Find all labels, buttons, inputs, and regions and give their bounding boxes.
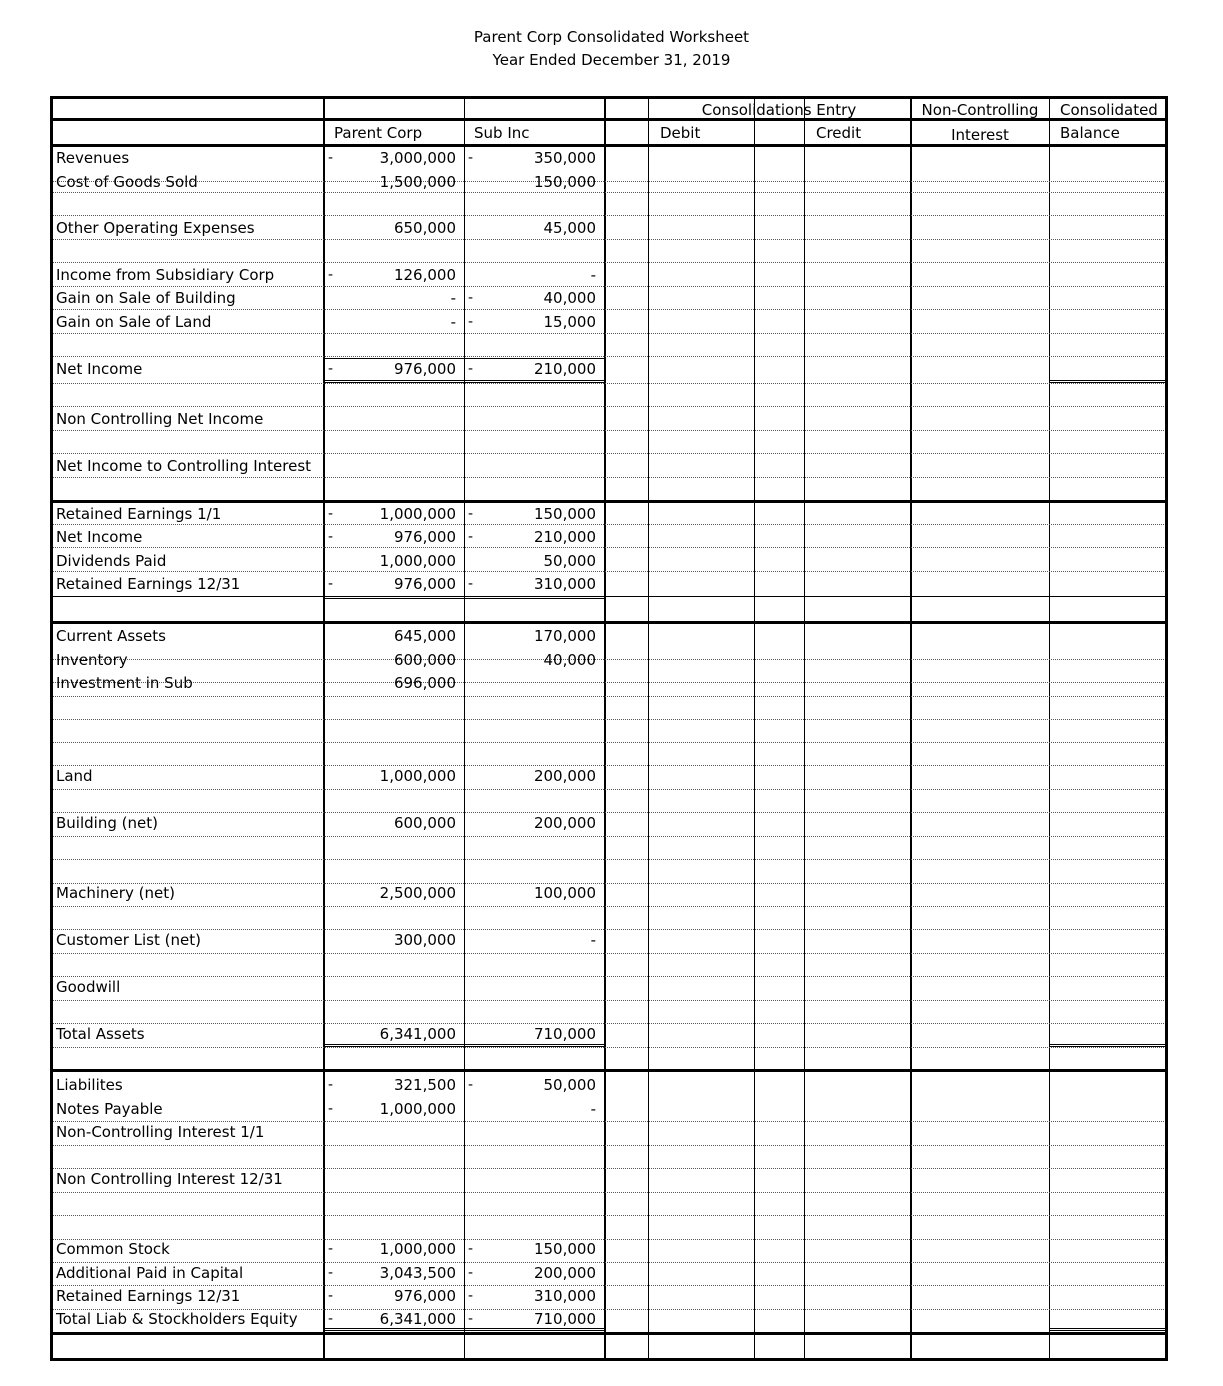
row-line (50, 1215, 1168, 1216)
accounting-dash-marker: - (328, 576, 334, 592)
accounting-dash-marker: - (468, 1265, 474, 1281)
sub-inc-value: - (590, 931, 596, 949)
header-nci-line2: Interest (951, 126, 1009, 144)
sub-inc-value: 310,000 (533, 1287, 596, 1305)
header-credit: Credit (816, 124, 862, 142)
row-line (50, 812, 1168, 813)
sub-inc-value: - (590, 1100, 596, 1118)
row-line (50, 765, 1168, 766)
row-label: Investment in Sub (56, 674, 193, 692)
sub-inc-value: 40,000 (543, 651, 596, 669)
row-label: Dividends Paid (56, 552, 167, 570)
sub-inc-value: 210,000 (533, 360, 596, 378)
sub-inc-value: 310,000 (533, 575, 596, 593)
row-line (50, 547, 1168, 548)
accounting-dash-marker: - (468, 529, 474, 545)
parent-corp-value: 976,000 (393, 575, 456, 593)
parent-corp-value: 126,000 (393, 266, 456, 284)
row-label: Non Controlling Interest 12/31 (56, 1170, 283, 1188)
row-label: Gain on Sale of Land (56, 313, 212, 331)
accounting-dash-marker: - (328, 1311, 334, 1327)
row-line (50, 181, 1168, 182)
row-line (50, 477, 1168, 478)
parent-corp-value: - (450, 289, 456, 307)
accounting-dash-marker: - (328, 361, 334, 377)
sub-inc-value: 150,000 (533, 505, 596, 523)
section-line (50, 500, 1168, 503)
row-line (50, 659, 1168, 660)
total-line (324, 1328, 604, 1331)
parent-corp-value: 3,000,000 (379, 149, 456, 167)
row-line (50, 929, 1168, 930)
section-line (50, 1069, 1168, 1072)
accounting-dash-marker: - (468, 1241, 474, 1257)
parent-corp-value: 1,500,000 (379, 173, 456, 191)
row-line (50, 976, 1168, 977)
header-sub-inc: Sub Inc (474, 124, 530, 142)
accounting-dash-marker: - (328, 150, 334, 166)
row-line (50, 1047, 1168, 1048)
sub-inc-value: 40,000 (543, 289, 596, 307)
row-label: Gain on Sale of Building (56, 289, 236, 307)
sub-inc-value: 150,000 (533, 173, 596, 191)
accounting-dash-marker: - (468, 361, 474, 377)
row-line (50, 719, 1168, 720)
row-line (50, 836, 1168, 837)
accounting-dash-marker: - (328, 529, 334, 545)
row-label: Total Liab & Stockholders Equity (56, 1310, 298, 1328)
header-parent-corp: Parent Corp (334, 124, 423, 142)
row-label: Total Assets (56, 1025, 145, 1043)
row-line (50, 383, 1168, 384)
worksheet-title: Parent Corp Consolidated Worksheet (473, 28, 750, 46)
header-debit: Debit (660, 124, 701, 142)
header-line (50, 144, 1168, 147)
accounting-dash-marker: - (468, 506, 474, 522)
total-line (1049, 1044, 1168, 1047)
parent-corp-value: 696,000 (393, 674, 456, 692)
row-line (50, 1145, 1168, 1146)
row-label: Other Operating Expenses (56, 219, 255, 237)
sub-inc-value: 200,000 (533, 1264, 596, 1282)
accounting-dash-marker: - (468, 290, 474, 306)
row-line (50, 524, 1168, 525)
row-line (50, 906, 1168, 907)
sub-inc-value: 200,000 (533, 767, 596, 785)
parent-corp-value: 976,000 (393, 360, 456, 378)
row-label: Retained Earnings 1/1 (56, 505, 222, 523)
row-label: Net Income to Controlling Interest (56, 457, 312, 475)
row-label: Additional Paid in Capital (56, 1264, 244, 1282)
row-label: Common Stock (56, 1240, 170, 1258)
accounting-dash-marker: - (468, 1288, 474, 1304)
header-consolidation-entry: Consolidations Entry (701, 101, 857, 119)
row-label: Inventory (56, 651, 128, 669)
row-line (50, 571, 1168, 572)
row-label: Customer List (net) (56, 931, 201, 949)
accounting-dash-marker: - (328, 1265, 334, 1281)
parent-corp-value: 600,000 (393, 651, 456, 669)
row-label: Cost of Goods Sold (56, 173, 198, 191)
row-line (50, 953, 1168, 954)
sub-inc-value: 710,000 (533, 1025, 596, 1043)
row-label: Liabilites (56, 1076, 123, 1094)
accounting-dash-marker: - (468, 576, 474, 592)
total-line (324, 380, 604, 383)
row-line (50, 453, 1168, 454)
header-consolidated-line1: Consolidated (1060, 101, 1158, 119)
row-label: Net Income (56, 528, 143, 546)
parent-corp-value: 1,000,000 (379, 1240, 456, 1258)
row-label: Retained Earnings 12/31 (56, 1287, 241, 1305)
accounting-dash-marker: - (328, 506, 334, 522)
row-label: Revenues (56, 149, 130, 167)
parent-corp-value: 2,500,000 (379, 884, 456, 902)
worksheet-subtitle: Year Ended December 31, 2019 (492, 51, 731, 69)
parent-corp-value: - (450, 313, 456, 331)
sub-inc-value: 45,000 (543, 219, 596, 237)
row-line (50, 1192, 1168, 1193)
row-label: Retained Earnings 12/31 (56, 575, 241, 593)
parent-corp-value: 1,000,000 (379, 552, 456, 570)
sub-inc-value: 170,000 (533, 627, 596, 645)
row-label: Notes Payable (56, 1100, 163, 1118)
row-line (50, 1168, 1168, 1169)
parent-corp-value: 976,000 (393, 1287, 456, 1305)
row-line (50, 430, 1168, 431)
total-line (1049, 1328, 1168, 1331)
row-line (50, 215, 1168, 216)
total-line (324, 1044, 604, 1047)
section-line (50, 1332, 1168, 1335)
parent-corp-value: 976,000 (393, 528, 456, 546)
row-line (50, 1121, 1168, 1122)
accounting-dash-marker: - (328, 1077, 334, 1093)
parent-corp-value: 1,000,000 (379, 1100, 456, 1118)
accounting-dash-marker: - (468, 150, 474, 166)
sub-inc-value: 50,000 (543, 1076, 596, 1094)
row-line (50, 192, 1168, 193)
sub-inc-value: 710,000 (533, 1310, 596, 1328)
row-line (50, 742, 1168, 743)
row-label: Goodwill (56, 978, 121, 996)
total-line (1049, 380, 1168, 383)
accounting-dash-marker: - (468, 314, 474, 330)
accounting-dash-marker: - (328, 1288, 334, 1304)
section-line (50, 621, 1168, 624)
total-line (324, 596, 604, 599)
row-line (50, 356, 1168, 357)
row-label: Net Income (56, 360, 143, 378)
parent-corp-value: 300,000 (393, 931, 456, 949)
row-label: Land (56, 767, 93, 785)
sub-inc-value: - (590, 266, 596, 284)
row-line (50, 859, 1168, 860)
row-line (50, 596, 1168, 597)
sub-inc-value: 150,000 (533, 1240, 596, 1258)
sub-inc-value: 200,000 (533, 814, 596, 832)
row-line (50, 1285, 1168, 1286)
row-line (50, 309, 1168, 310)
row-line (50, 1262, 1168, 1263)
row-line (50, 1239, 1168, 1240)
row-line (50, 286, 1168, 287)
row-line (50, 1023, 1168, 1024)
accounting-dash-marker: - (328, 1241, 334, 1257)
row-label: Current Assets (56, 627, 166, 645)
row-line (50, 262, 1168, 263)
row-line (50, 406, 1168, 407)
row-line (50, 239, 1168, 240)
row-label: Building (net) (56, 814, 158, 832)
parent-corp-value: 321,500 (393, 1076, 456, 1094)
row-label: Income from Subsidiary Corp (56, 266, 275, 284)
row-label: Non Controlling Net Income (56, 410, 264, 428)
parent-corp-value: 6,341,000 (379, 1025, 456, 1043)
row-line (50, 1000, 1168, 1001)
accounting-dash-marker: - (468, 1311, 474, 1327)
accounting-dash-marker: - (328, 1101, 334, 1117)
accounting-dash-marker: - (468, 1077, 474, 1093)
parent-corp-value: 600,000 (393, 814, 456, 832)
sub-inc-value: 50,000 (543, 552, 596, 570)
header-consolidated-line2: Balance (1060, 124, 1120, 142)
parent-corp-value: 3,043,500 (379, 1264, 456, 1282)
row-label: Non-Controlling Interest 1/1 (56, 1123, 265, 1141)
sub-inc-value: 210,000 (533, 528, 596, 546)
row-line (50, 789, 1168, 790)
row-line (50, 883, 1168, 884)
row-line (50, 333, 1168, 334)
parent-corp-value: 650,000 (393, 219, 456, 237)
parent-corp-value: 6,341,000 (379, 1310, 456, 1328)
row-line (50, 696, 1168, 697)
parent-corp-value: 1,000,000 (379, 505, 456, 523)
sub-inc-value: 100,000 (533, 884, 596, 902)
row-label: Machinery (net) (56, 884, 175, 902)
sub-inc-value: 350,000 (533, 149, 596, 167)
consolidated-worksheet-table (50, 96, 1168, 1361)
subtotal-line (324, 358, 604, 359)
header-nci-line1: Non-Controlling (921, 101, 1039, 119)
parent-corp-value: 1,000,000 (379, 767, 456, 785)
sub-inc-value: 15,000 (543, 313, 596, 331)
accounting-dash-marker: - (328, 267, 334, 283)
parent-corp-value: 645,000 (393, 627, 456, 645)
row-line (50, 682, 1168, 683)
